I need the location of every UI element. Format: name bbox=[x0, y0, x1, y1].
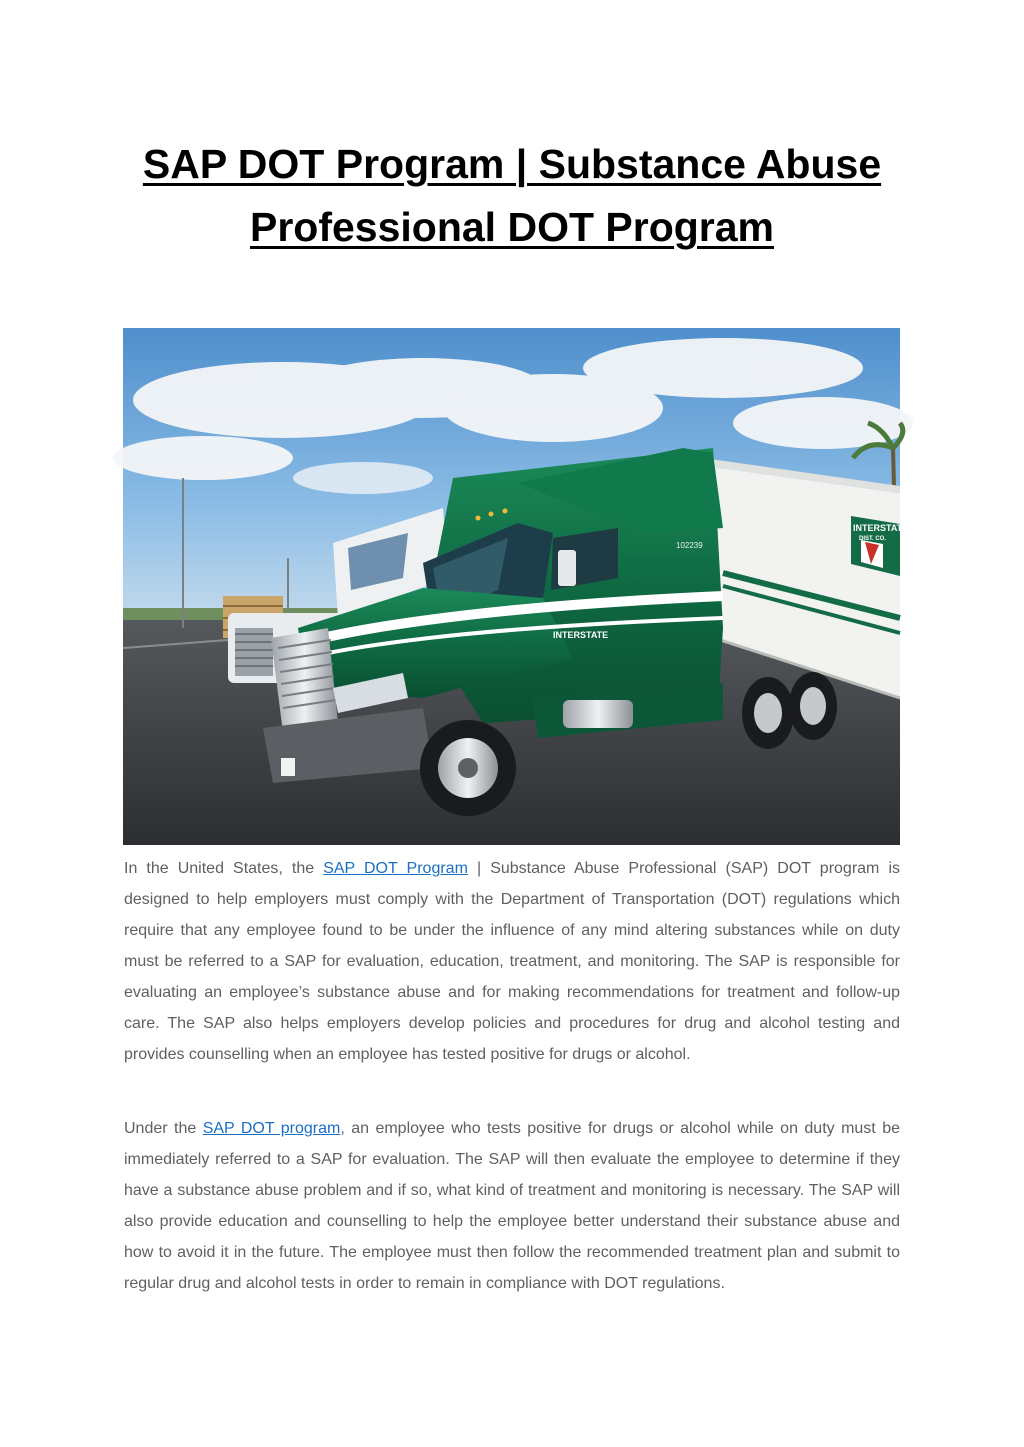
truck-photo bbox=[123, 328, 909, 845]
paragraph-intro-rest: | Substance Abuse Professional (SAP) DOT program is designed to help employers must comply with the Department of Transportation (DOT) regulations which require that any employee found to be under the influence of any mind altering substances while on duty must be referred to a SAP for evaluation, education, treatment, and monitoring. The SAP is responsible for evaluating an employee’s substance abuse and for making recommendations for treatment and follow-up care. The SAP also helps employers develop policies and procedures for drug and alcohol testing and provides counselling when an employee has tested positive for drugs or alcohol. bbox=[124, 860, 901, 1063]
paragraph-intro bbox=[124, 853, 900, 1070]
door-brand-text: INTERSTATE bbox=[553, 630, 609, 640]
truck-number: 102239 bbox=[676, 541, 703, 550]
page-title: SAP DOT Program | Substance Abuse Professional DOT Program bbox=[142, 141, 882, 250]
paragraph-program bbox=[124, 1113, 900, 1299]
sap-dot-program-link[interactable]: SAP DOT Program bbox=[323, 860, 468, 877]
paragraph-intro-lead: In the United States, the bbox=[124, 860, 324, 877]
sap-dot-program-link-2[interactable]: SAP DOT program bbox=[202, 1120, 341, 1137]
trailer-brand-text: INTERSTATE bbox=[853, 523, 909, 533]
paragraph-program-rest: , an employee who tests positive for drugs or alcohol while on duty must be immediately referred to a SAP for evaluation. The SAP will then evaluate the employee to determine if they have a substance abuse problem and if so, what kind of treatment and monitoring is necessary. The SAP will also provide education and counselling to help the employee better understand their substance abuse and how to avoid it in the future. The employee must then follow the recommended treatment plan and submit to regular drug and alcohol tests in order to remain in compliance with DOT regulations. bbox=[124, 1120, 900, 1292]
paragraph-program-lead: Under the bbox=[124, 1120, 203, 1137]
trailer-sub-text: DIST. CO. bbox=[859, 536, 887, 542]
